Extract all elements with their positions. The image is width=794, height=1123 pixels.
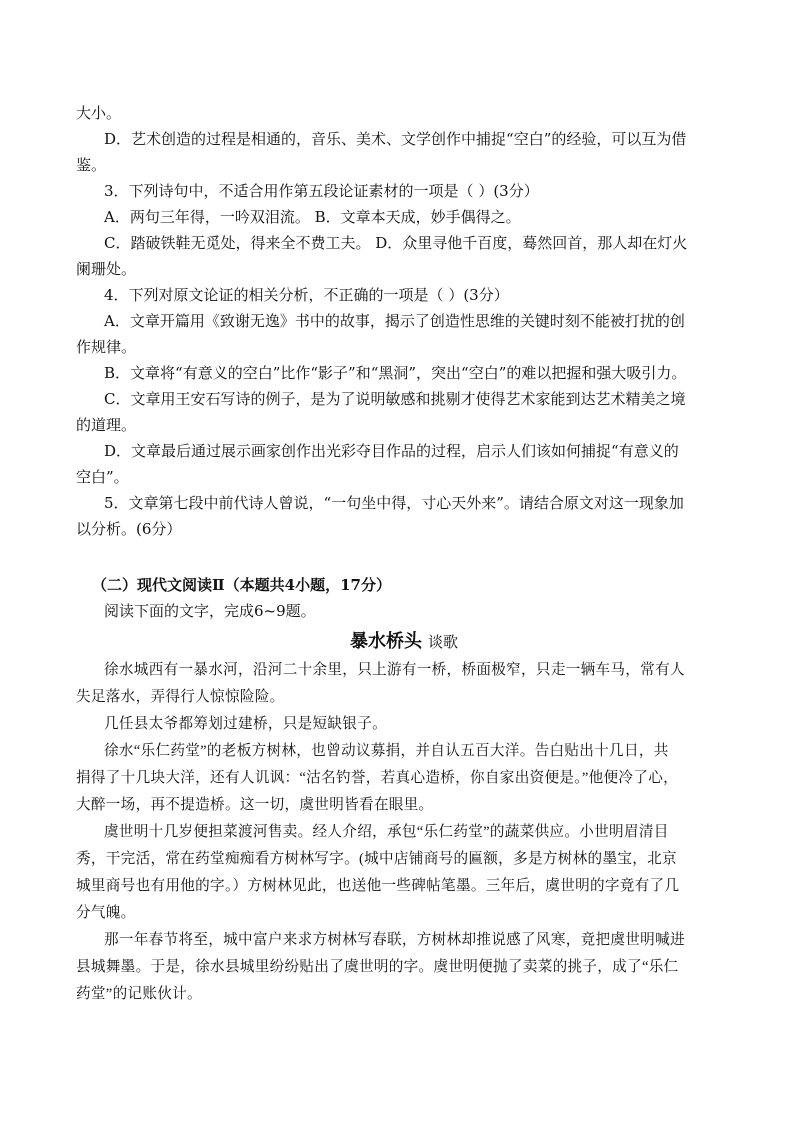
text-line: 空白”。 [76, 468, 129, 486]
story-line: 大醉一场，再不提造桥。这一切，虞世明皆看在眼里。 [76, 797, 434, 813]
section-heading: （二）现代文阅读Ⅱ（本题共4小题，17分） [92, 576, 391, 594]
story-line: 城里商号也有用他的字。）方树林见此，也送他一些碑帖笔墨。三年后，虞世明的字竟有了几 [76, 878, 680, 894]
option-line: D．文章最后通过展示画家创作出光彩夺目作品的过程，启示人们该如何捕捉“有意义的 [104, 442, 679, 460]
option-line: D．艺术创造的过程是相通的，音乐、美术、文学创作中捕捉“空白”的经验，可以互为借 [104, 130, 687, 148]
text-line: 作规律。 [76, 338, 137, 356]
option-line: A．两句三年得，一吟双泪流。 B．文章本天成，妙手偶得之。 [104, 208, 521, 226]
story-author: 谈歌 [428, 633, 459, 651]
story-line: 徐水“乐仁药堂”的老板方树林，也曾动议募捐，并自认五百大洋。告白贴出十几日，共 [104, 743, 669, 759]
story-line: 那一年春节将至，城中富户来求方树林写春联，方树林却推说感了风寒，竟把虞世明喊进 [104, 932, 685, 948]
story-line: 秀，干完活，常在药堂痴痴看方树林写字。(城中店铺商号的匾额，多是方树林的墨宝，北京 [76, 851, 677, 867]
story-line: 捐得了十几块大洋，还有人讥讽：“沽名钓誉，若真心造桥，你自家出资便是。”他便冷了心， [76, 770, 679, 786]
text-line: 以分析。(6分） [76, 520, 182, 538]
option-line: C．踏破铁鞋无觅处，得来全不费工夫。 D．众里寻他千百度，蓦然回首，那人却在灯火 [104, 234, 688, 252]
option-line: B．文章将“有意义的空白”比作“影子”和“黑洞”，突出“空白”的难以把握和强大吸引力。 [104, 364, 687, 382]
story-line: 分气魄。 [76, 905, 136, 921]
text-line: 大小。 [76, 104, 122, 122]
section-instruction: 阅读下面的文字，完成6~9题。 [104, 602, 316, 620]
question-5: 5．文章第七段中前代诗人曾说，“一句坐中得，寸心天外来”。请结合原文对这一现象加 [104, 494, 684, 512]
story-title-line [350, 631, 458, 653]
story-line: 县城舞墨。于是，徐水县城里纷纷贴出了虞世明的字。虞世明便抛了卖菜的挑子，成了“乐仁 [76, 959, 679, 975]
story-title: 暴水桥头 [350, 631, 422, 652]
text-line: 阑珊处。 [76, 260, 137, 278]
story-line: 虞世明十几岁便担菜渡河售卖。经人介绍，承包“乐仁药堂”的蔬菜供应。小世明眉清目 [104, 824, 669, 840]
question-3: 3．下列诗句中，不适合用作第五段论证素材的一项是（ ）(3分） [104, 182, 539, 200]
text-line: 鉴。 [76, 156, 107, 174]
option-line: A．文章开篇用《致谢无逸》书中的故事，揭示了创造性思维的关键时刻不能被打扰的创 [104, 312, 685, 330]
story-line: 徐水城西有一暴水河，沿河二十余里，只上游有一桥，桥面极窄，只走一辆车马，常有人 [104, 662, 685, 678]
story-line: 几任县太爷都筹划过建桥，只是短缺银子。 [104, 716, 387, 732]
story-line: 失足落水，弄得行人惊惊险险。 [76, 689, 285, 705]
question-4: 4．下列对原文论证的相关分析，不正确的一项是（ ）(3分） [104, 286, 509, 304]
text-line: 的道理。 [76, 416, 137, 434]
story-line: 药堂”的记账伙计。 [76, 986, 202, 1002]
option-line: C．文章用王安石写诗的例子，是为了说明敏感和挑剔才使得艺术家能到达艺术精美之境 [104, 390, 686, 408]
